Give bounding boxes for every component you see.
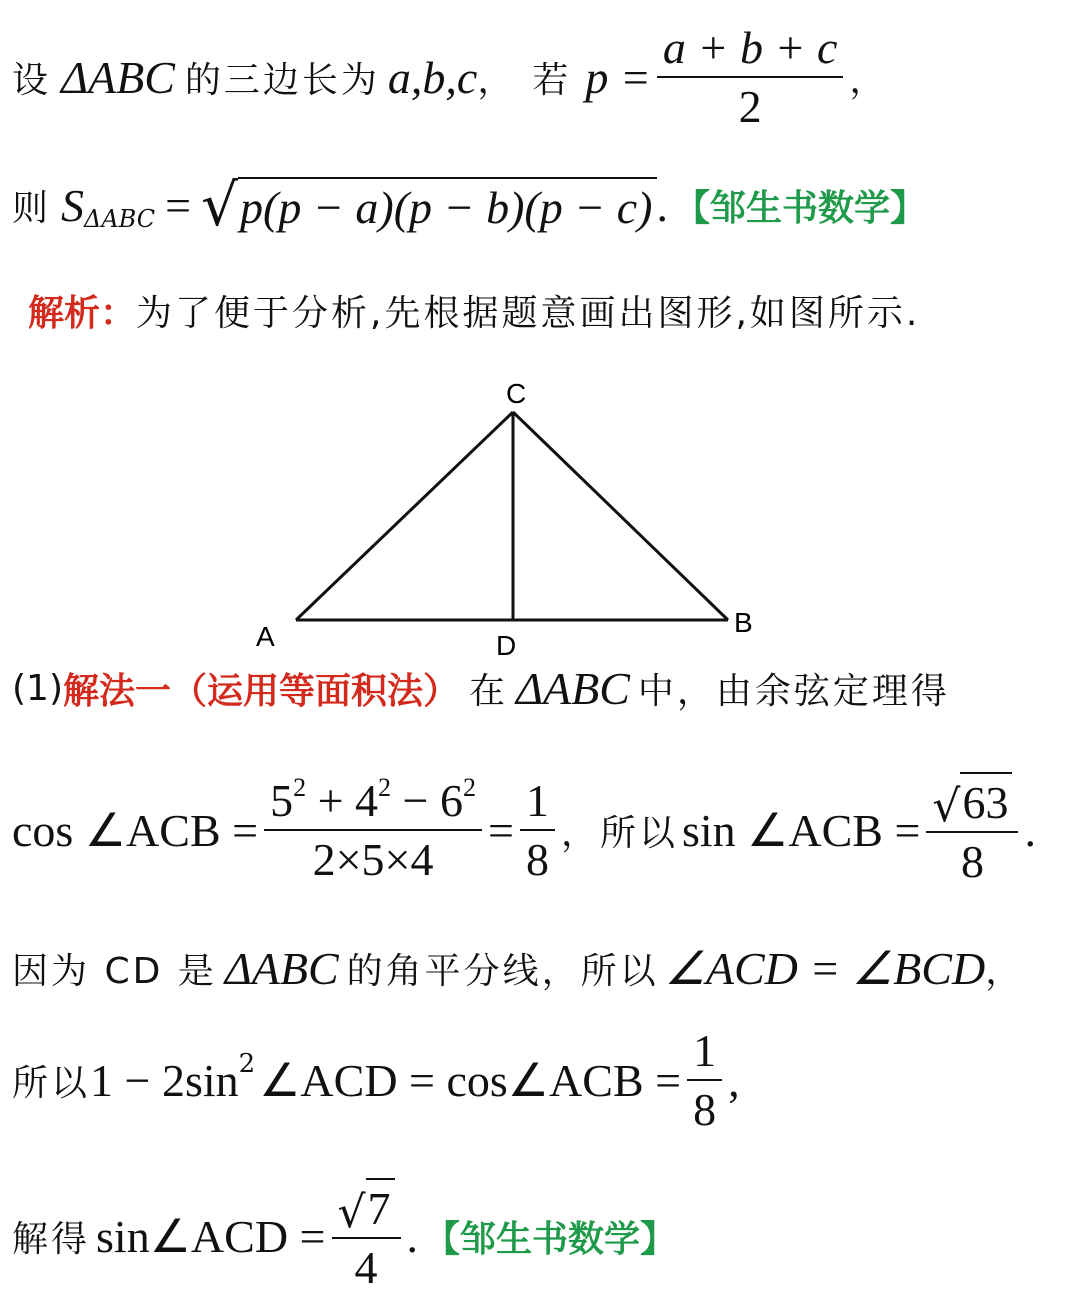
heron-condition-line (12, 22, 888, 132)
sqrt-sign: √ (932, 781, 961, 832)
fraction-denominator: 4 (354, 1242, 378, 1293)
sides-abc: a,b,c (387, 51, 478, 103)
triangle-symbol: ΔABC (516, 662, 630, 714)
comma: ， (849, 59, 889, 101)
text-because: 因为 CD 是 (12, 950, 217, 992)
exponent: 2 (463, 772, 476, 802)
text-angle-bisector: 的角平分线，所以 (346, 950, 659, 992)
area-symbol: S (61, 179, 85, 231)
fraction-denominator: 8 (960, 836, 984, 887)
watermark-tag: 【邹生书数学】 (674, 187, 927, 229)
term-4: + 4 (317, 775, 379, 826)
equals-sign: = (165, 179, 192, 231)
period: . (1024, 804, 1036, 856)
sin-acb-fraction (926, 772, 1018, 888)
term-6: − 6 (402, 775, 463, 826)
fraction-numerator: a + b + c (662, 22, 838, 73)
fraction-denominator: 8 (525, 834, 549, 885)
area-subscript: ΔABC (84, 205, 156, 233)
sqrt-sign: √ (201, 171, 239, 239)
heron-radicand: p(p − a)(p − b)(p − c) (238, 177, 656, 234)
result-line (12, 1176, 676, 1296)
exponent: 2 (238, 1049, 256, 1079)
sin-acd-fraction (332, 1178, 401, 1294)
triangle-symbol: ΔABC (224, 942, 339, 994)
label-d: D (496, 630, 517, 661)
comma: ， (985, 950, 1025, 992)
label-b: B (734, 607, 753, 638)
cosine-numerator (264, 774, 482, 829)
side-ac (296, 412, 513, 620)
fraction-numerator: 1 (525, 775, 549, 826)
exponent: 2 (293, 772, 307, 802)
text-suoyi: ，所以 (560, 812, 678, 854)
heron-formula-line (12, 160, 926, 250)
method-title: 解法一（运用等面积法） (63, 670, 460, 712)
cosine-fraction (264, 774, 482, 886)
sqrt-63 (926, 772, 1018, 831)
text-she: 设 (12, 59, 52, 101)
triangle-symbol: ΔABC (61, 51, 175, 103)
fraction-denominator: 2 (738, 81, 762, 132)
bisector-line (12, 940, 1024, 996)
text-solve: 解得 (12, 1218, 91, 1260)
angle-equality: ∠ACD = ∠BCD (664, 943, 986, 994)
term-5: 5 (270, 775, 294, 826)
acd-equals-cos: ∠ACD = cos∠ACB = (259, 1055, 682, 1106)
one-eighth-fraction (520, 774, 555, 886)
sqrt-7 (332, 1178, 401, 1237)
sin-acd-lhs: sin∠ACD = (96, 1211, 326, 1262)
text-suoyi: 所以 (12, 1062, 91, 1104)
analysis-line (28, 285, 920, 335)
radicand-7: 7 (366, 1178, 395, 1235)
analysis-label: 解析： (28, 292, 137, 334)
label-a: A (256, 621, 275, 652)
text-ze: 则 (12, 187, 52, 229)
side-bc (513, 412, 728, 620)
triangle-figure (0, 370, 1080, 670)
one-minus-two-sin: 1 − 2sin (90, 1054, 239, 1106)
semi-perimeter-fraction (657, 21, 844, 133)
analysis-text: 为了便于分析,先根据题意画出图形,如图所示. (136, 292, 921, 334)
text-law-of-cosines: 中，由余弦定理得 (637, 670, 950, 712)
period: . (406, 1210, 419, 1262)
p-equals: p = (585, 51, 651, 103)
fraction-denominator: 8 (693, 1084, 717, 1135)
comma: , (728, 1054, 740, 1106)
exponent: 2 (378, 772, 392, 802)
watermark-tag: 【邹生书数学】 (424, 1218, 677, 1260)
period: . (656, 179, 668, 231)
comma: ， (477, 59, 517, 101)
method-one-line (12, 660, 950, 716)
one-eighth-fraction (687, 1024, 722, 1136)
sin-acb-lhs: sin ∠ACB = (681, 805, 921, 856)
text-ruo: 若 (532, 59, 572, 101)
text-side-lengths: 的三边长为 (184, 59, 380, 101)
cos-acb-lhs: cos ∠ACB = (12, 805, 259, 856)
heron-radical (201, 171, 656, 239)
fraction-numerator: 1 (693, 1025, 717, 1076)
text-zai: 在 (469, 670, 509, 712)
method-number: (1) (12, 667, 63, 709)
cosine-denominator: 2×5×4 (312, 834, 434, 885)
double-angle-line (12, 1020, 740, 1140)
equals-sign: = (488, 804, 514, 856)
label-c: C (506, 378, 527, 409)
sqrt-sign: √ (337, 1187, 366, 1238)
radicand-63: 63 (960, 772, 1012, 829)
cosine-line (12, 770, 1036, 890)
